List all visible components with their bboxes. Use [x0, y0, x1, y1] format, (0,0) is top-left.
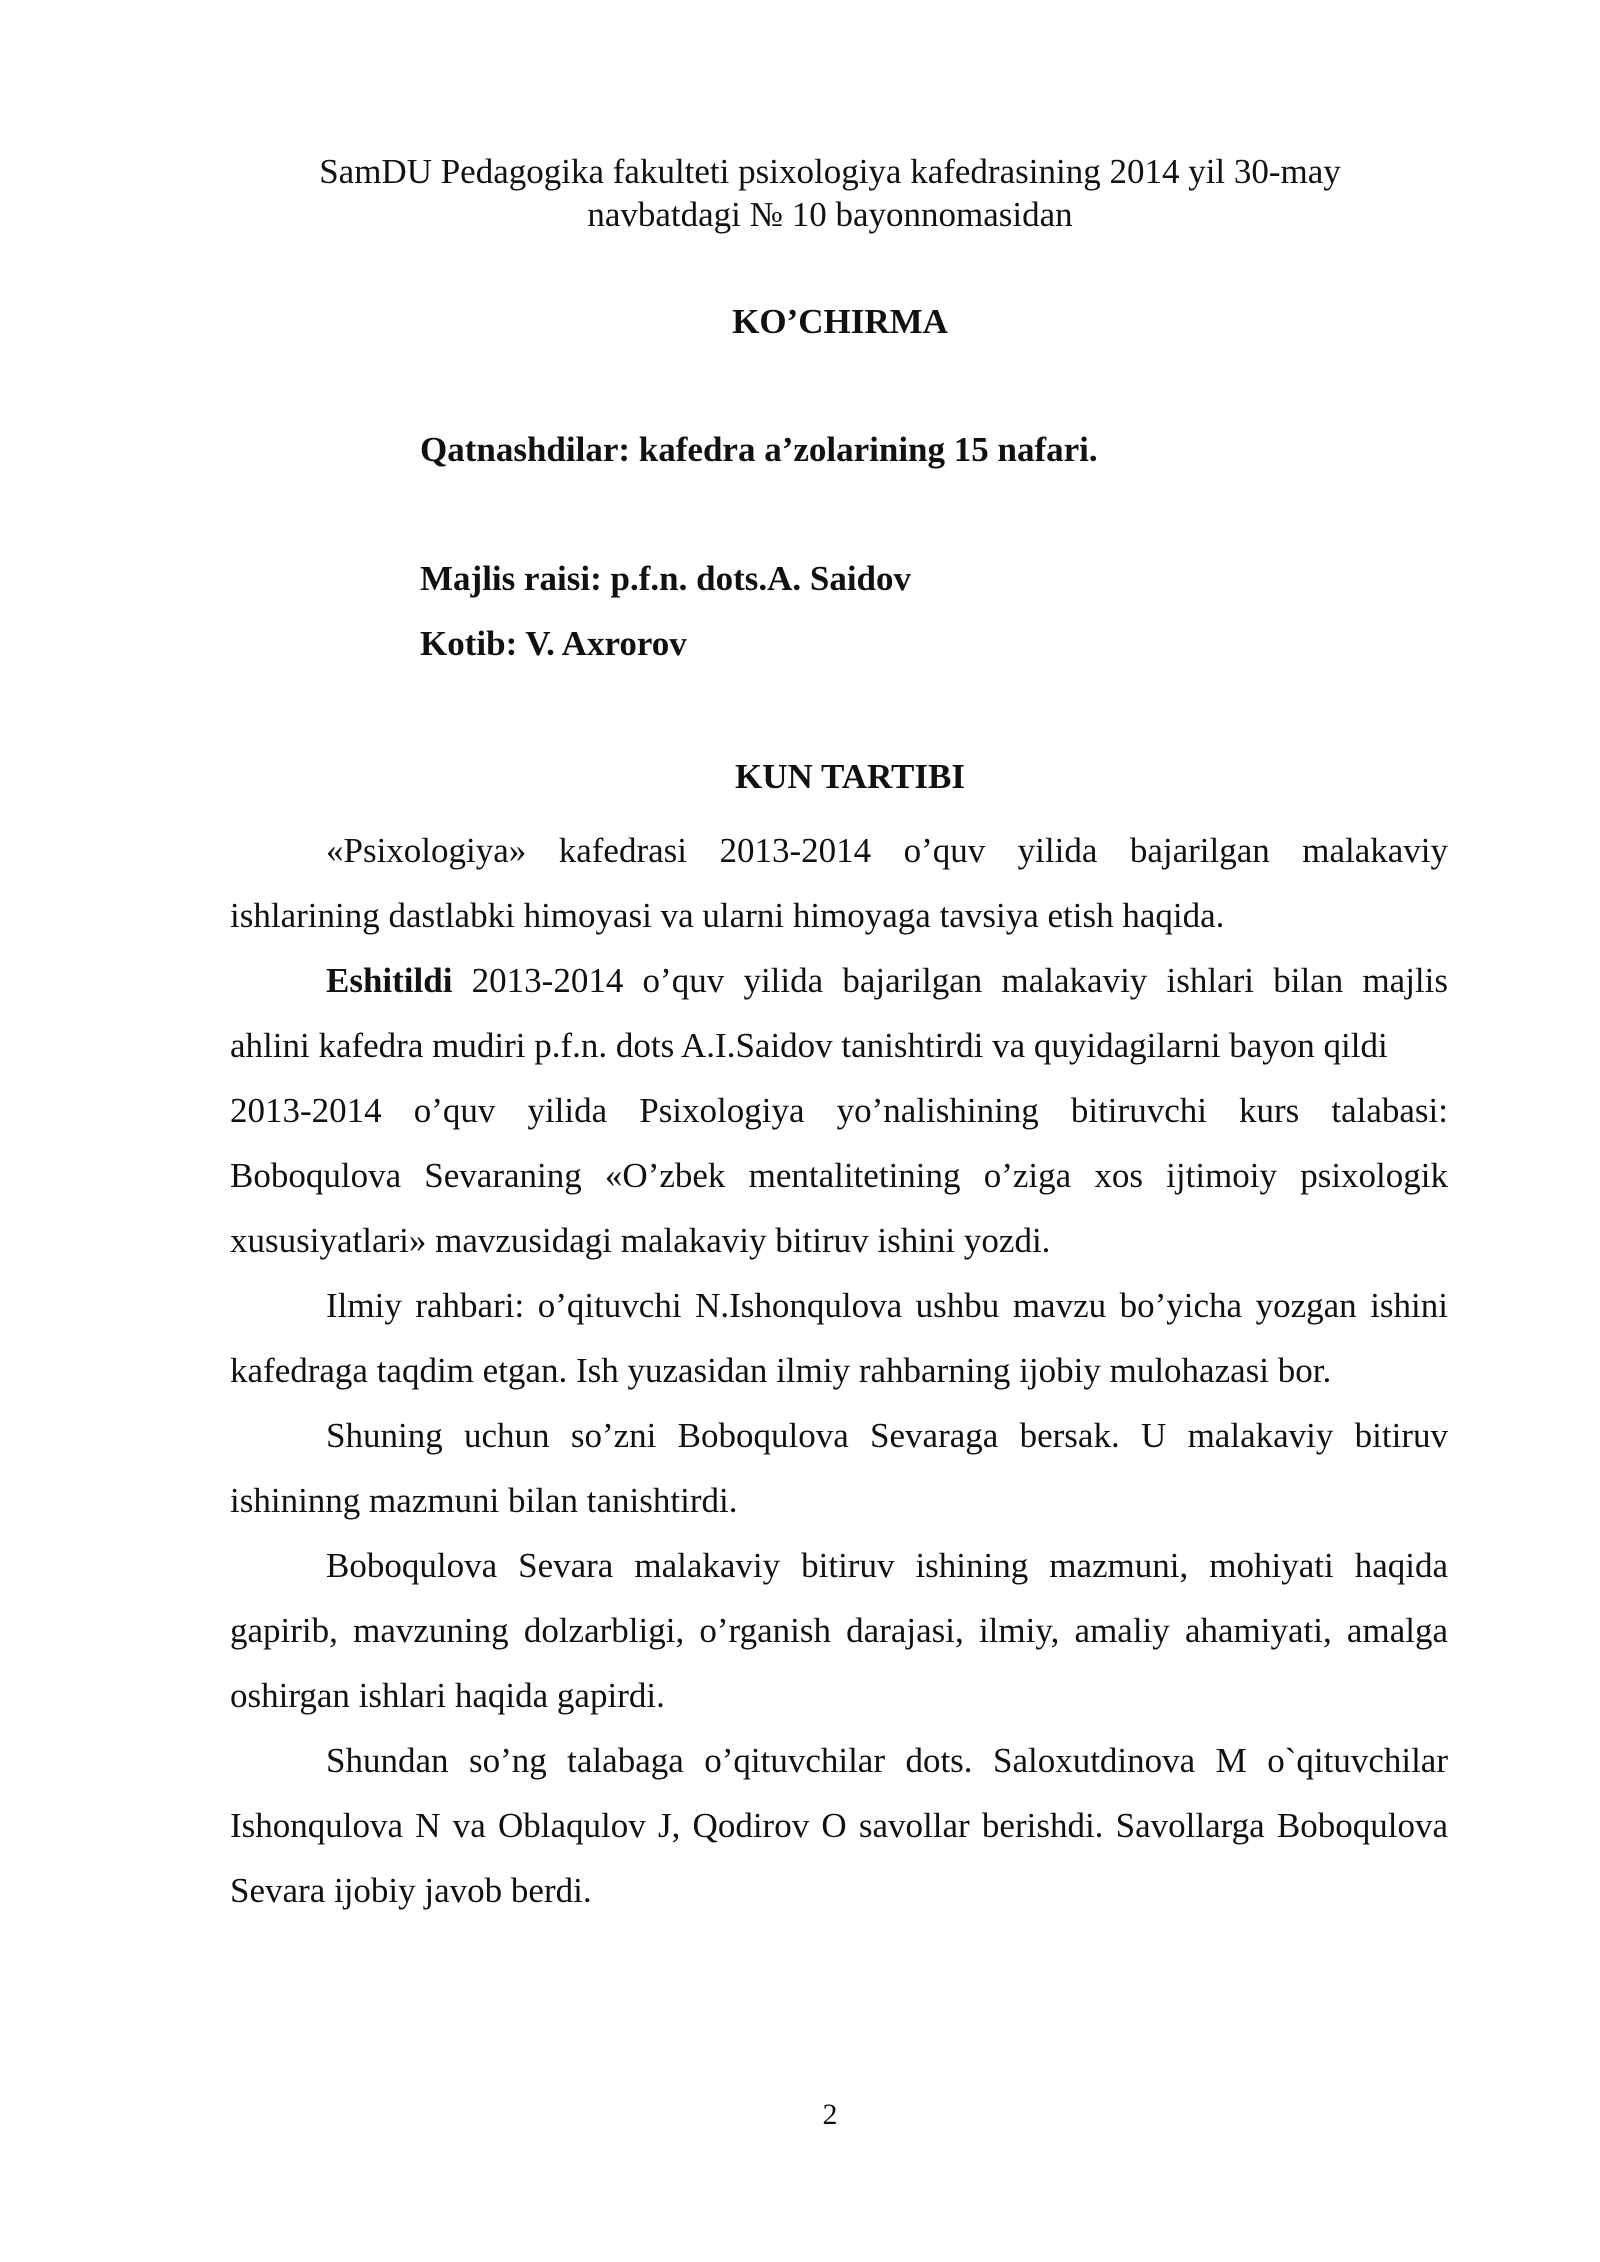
paragraph-floor: Shuning uchun so’zni Boboqulova Sevaraga bersak. U malakaviy bitiruv ishininng mazmuni bilan tanishtirdi. — [230, 1416, 1448, 1520]
document-title: KO’CHIRMA — [732, 302, 948, 341]
heard-label: Eshitildi — [326, 961, 453, 1000]
heard-text: 2013-2014 o’quv yilida bajarilgan malakaviy ishlari bilan majlis ahlini kafedra mudiri p.f.n. dots A.I.Saidov tanishtirdi va quyidagilarni bayon qildi — [230, 961, 1448, 1065]
paragraph-presentation: Boboqulova Sevara malakaviy bitiruv ishining mazmuni, mohiyati haqida gapirib, mavzuning dolzarbligi, o’rganish darajasi, ilmiy, amaliy ahamiyati, amalga oshirgan ishlari haqida gapirdi. — [230, 1546, 1448, 1715]
paragraph-student: 2013-2014 o’quv yilida Psixologiya yo’nalishining bitiruvchi kurs talabasi: Boboqulova Sevaraning «O’zbek mentalitetining o’ziga xos ijtimoiy psixologik xususiyatlari» mavzusidagi malakaviy bitiruv ishini yozdi. — [230, 1091, 1448, 1260]
chairman-line: Majlis raisi: p.f.n. dots.A. Saidov — [420, 559, 912, 598]
page-number: 2 — [822, 2098, 838, 2131]
secretary-line: Kotib: V. Axrorov — [420, 624, 687, 663]
document-body — [230, 818, 1448, 1923]
header-line-2: navbatdagi № 10 bayonnomasidan — [587, 195, 1073, 234]
paragraph-heard — [230, 948, 1448, 1078]
participants-line: Qatnashdilar: kafedra a’zolarining 15 nafari. — [420, 430, 1098, 469]
paragraph-agenda: «Psixologiya» kafedrasi 2013-2014 o’quv yilida bajarilgan malakaviy ishlarining dastlabki himoyasi va ularni himoyaga tavsiya etish haqida. — [230, 831, 1448, 935]
paragraph-questions: Shundan so’ng talabaga o’qituvchilar dots. Saloxutdinova M o`qituvchilar Ishonqulova N va Oblaqulov J, Qodirov O savollar berishdi. Savollarga Boboqulova Sevara ijobiy javob berdi. — [230, 1741, 1448, 1910]
agenda-title: KUN TARTIBI — [735, 757, 965, 796]
header-line-1: SamDU Pedagogika fakulteti psixologiya kafedrasining 2014 yil 30-may — [319, 152, 1341, 191]
document-header — [180, 150, 1480, 236]
paragraph-supervisor: Ilmiy rahbari: o’qituvchi N.Ishonqulova ushbu mavzu bo’yicha yozgan ishini kafedraga taqdim etgan. Ish yuzasidan ilmiy rahbarning ijobiy mulohazasi bor. — [230, 1286, 1448, 1390]
